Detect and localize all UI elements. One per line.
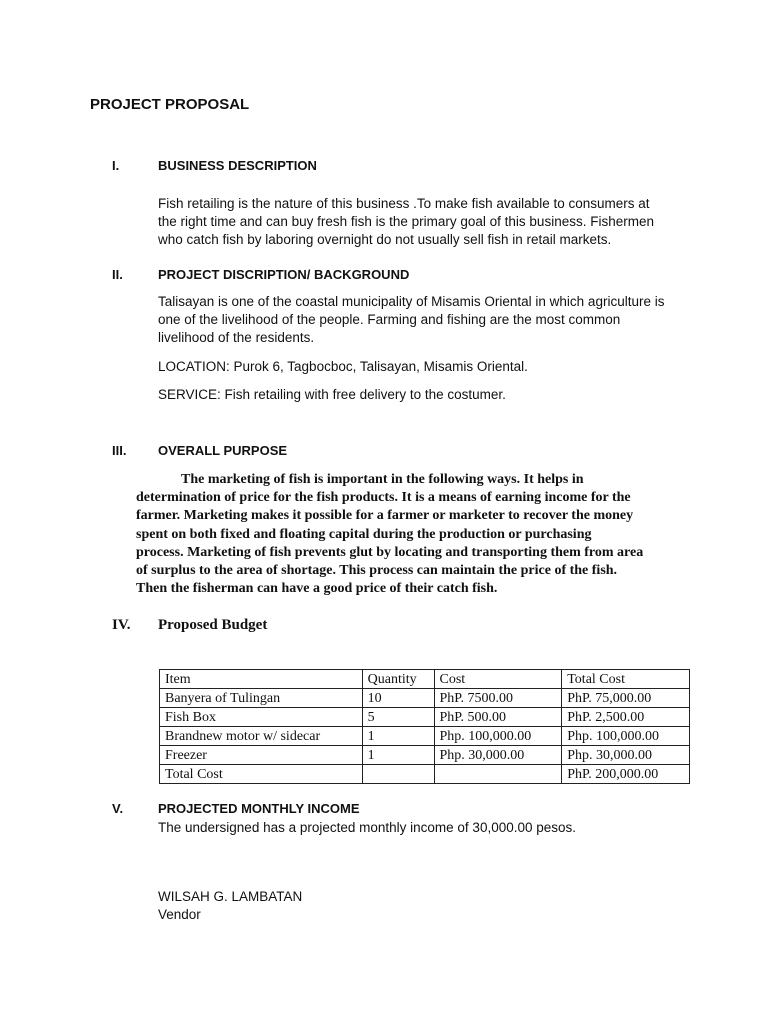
- table-row: [160, 727, 690, 746]
- text-line: Talisayan is one of the coastal municipality of Misamis Oriental in which agriculture is: [158, 294, 665, 309]
- text-line: one of the livelihood of the people. Farming and fishing are the most common: [158, 312, 621, 327]
- budget-table: [159, 669, 690, 784]
- table-cell: [362, 765, 434, 784]
- table-row: [160, 708, 690, 727]
- text-line: process. Marketing of fish prevents glut by locating and transporting them from area: [136, 544, 644, 560]
- service-line: SERVICE: Fish retailing with free delivery to the costumer.: [158, 387, 506, 402]
- section-4-number: IV.: [112, 617, 131, 633]
- section-2-body: [158, 293, 698, 347]
- page-title: PROJECT PROPOSAL: [90, 96, 250, 113]
- table-cell: 1: [362, 746, 434, 765]
- text-line: The undersigned has a projected monthly income of 30,000.00 pesos.: [158, 820, 577, 835]
- text-line: determination of price for the fish products. It is a means of earning income for the: [136, 490, 631, 506]
- table-cell: Total Cost: [160, 765, 363, 784]
- text-line: who catch fish by laboring overnight do not usually sell fish in retail markets.: [158, 232, 612, 247]
- table-cell: Banyera of Tulingan: [160, 689, 363, 708]
- table-cell: [434, 765, 562, 784]
- table-cell: Php. 100,000.00: [434, 727, 562, 746]
- section-3-number: III.: [112, 443, 127, 458]
- text-line: spent on both fixed and floating capital during the production or purchasing: [136, 526, 592, 542]
- table-cell: 1: [362, 727, 434, 746]
- table-cell: Php. 30,000.00: [562, 746, 690, 765]
- table-cell: 10: [362, 689, 434, 708]
- section-3-body: [136, 471, 684, 598]
- text-line: of surplus to the area of shortage. This process can maintain the price of the fish.: [136, 563, 618, 579]
- section-4-heading: Proposed Budget: [158, 617, 268, 633]
- table-cell: PhP. 7500.00: [434, 689, 562, 708]
- table-cell: PhP. 200,000.00: [562, 765, 690, 784]
- text-line: Fish retailing is the nature of this business .To make fish available to consumers at: [158, 196, 650, 211]
- location-line: LOCATION: Purok 6, Tagbocboc, Talisayan, Misamis Oriental.: [158, 359, 528, 374]
- section-3-heading: OVERALL PURPOSE: [158, 443, 288, 458]
- text-line: Then the fisherman can have a good price of their catch fish.: [136, 581, 498, 597]
- table-row: [160, 746, 690, 765]
- text-line: The marketing of fish is important in the following ways. It helps in: [181, 472, 584, 487]
- section-1-heading: BUSINESS DESCRIPTION: [158, 158, 317, 173]
- table-row: [160, 689, 690, 708]
- signature-name: WILSAH G. LAMBATAN: [158, 889, 303, 904]
- column-header: Cost: [434, 670, 562, 689]
- section-5-number: V.: [112, 801, 124, 816]
- table-cell: 5: [362, 708, 434, 727]
- section-2-number: II.: [112, 267, 123, 282]
- column-header: Total Cost: [562, 670, 690, 689]
- table-cell: Php. 30,000.00: [434, 746, 562, 765]
- table-total-row: [160, 765, 690, 784]
- section-1-number: I.: [112, 158, 120, 173]
- column-header: Quantity: [362, 670, 434, 689]
- table-header-row: [160, 670, 690, 689]
- signature-role: Vendor: [158, 907, 201, 922]
- section-5-heading: PROJECTED MONTHLY INCOME: [158, 801, 360, 816]
- table-cell: PhP. 75,000.00: [562, 689, 690, 708]
- section-2-heading: PROJECT DISCRIPTION/ BACKGROUND: [158, 267, 410, 282]
- section-1-body: [158, 195, 698, 249]
- text-line: farmer. Marketing makes it possible for a farmer or marketer to recover the money: [136, 508, 634, 524]
- column-header: Item: [160, 670, 363, 689]
- table-cell: PhP. 500.00: [434, 708, 562, 727]
- section-5-body: [158, 819, 698, 837]
- table-cell: Fish Box: [160, 708, 363, 727]
- text-line: livelihood of the residents.: [158, 330, 315, 345]
- table-cell: Brandnew motor w/ sidecar: [160, 727, 363, 746]
- table-cell: Freezer: [160, 746, 363, 765]
- table-cell: PhP. 2,500.00: [562, 708, 690, 727]
- text-line: the right time and can buy fresh fish is the primary goal of this business. Fishermen: [158, 214, 654, 229]
- table-cell: Php. 100,000.00: [562, 727, 690, 746]
